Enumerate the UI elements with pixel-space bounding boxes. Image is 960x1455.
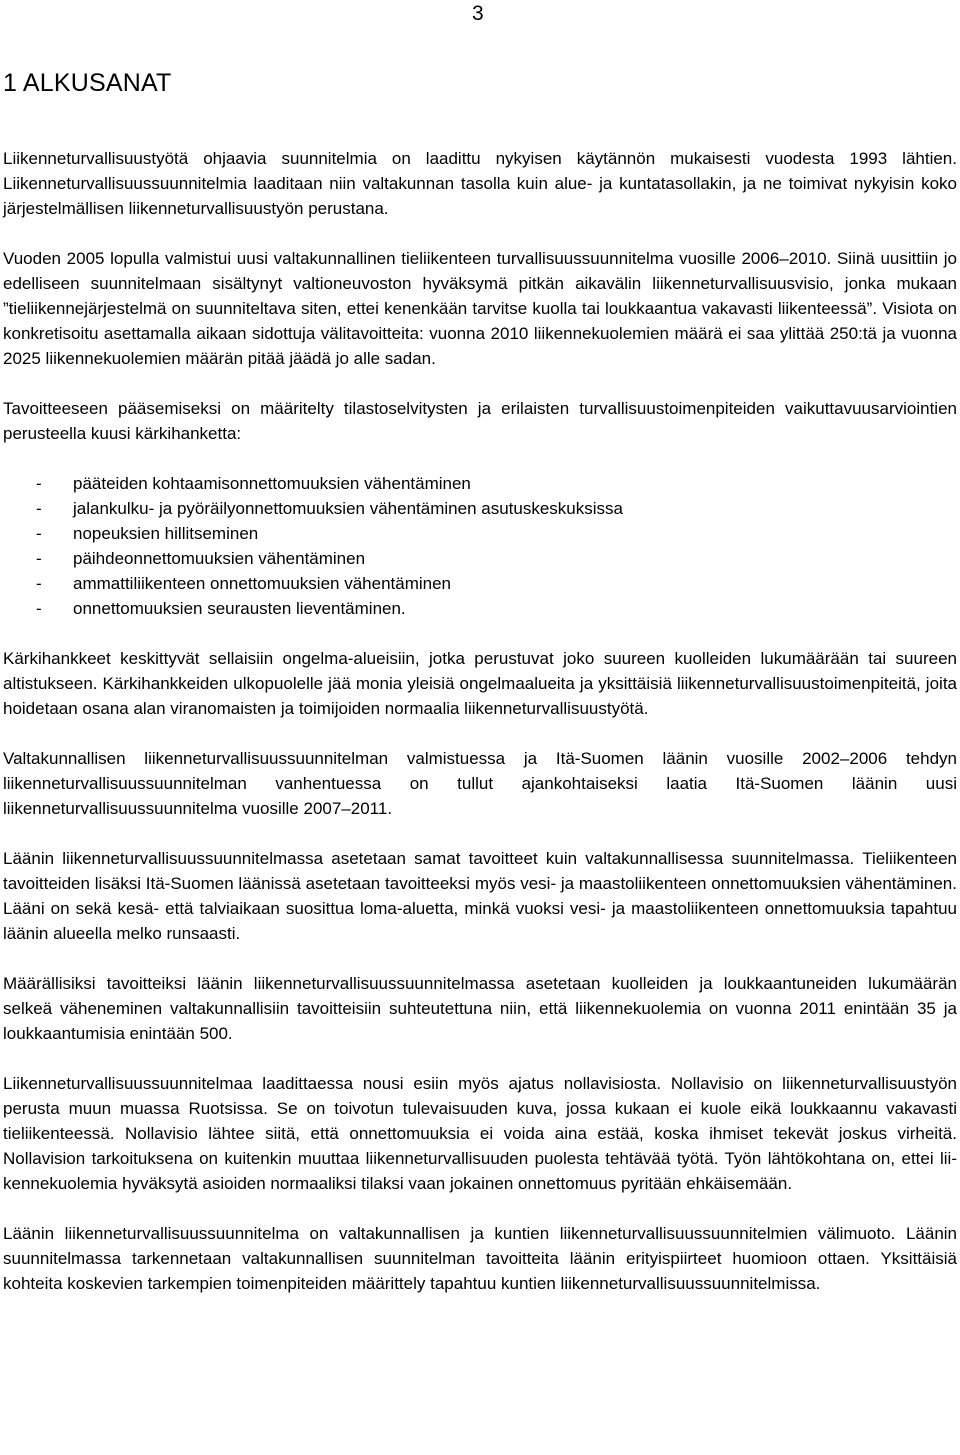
chapter-body [3, 146, 957, 1321]
key-projects-list [3, 471, 957, 621]
paragraph: Kärkihankkeet keskittyvät sellaisiin ongelma-alueisiin, jotka perustuvat joko suureen kuolleiden lukumäärään tai suureen altistukseen. Kärkihankkeiden ulkopuolelle jää monia yleisiä ongelmaalueita ja yksittäisiä liikenneturvallisuustoimenpiteitä, joita hoidetaan osana alan viranomaisten ja toimijoiden normaalia liikenneturvallisuustyötä. [3, 649, 957, 718]
list-item [3, 546, 957, 571]
list-item-text: pääteiden kohtaamisonnettomuuksien vähentäminen [73, 474, 471, 493]
list-item-text: päihdeonnettomuuksien vähentäminen [73, 549, 366, 568]
list-item [3, 496, 957, 521]
chapter-heading: 1 ALKUSANAT [3, 69, 172, 97]
list-item [3, 596, 957, 621]
list-item-text: ammattiliikenteen onnettomuuksien vähentäminen [73, 574, 452, 593]
list-item-text: jalankulku- ja pyöräilyonnettomuuksien vähentäminen asutuskeskuksissa [73, 499, 623, 518]
list-item [3, 571, 957, 596]
paragraph: Liikenneturvallisuustyötä ohjaavia suunnitelmia on laadittu nykyisen käytännön mukaisesti vuodesta 1993 lähtien. Liikenneturvallisuussuunnitelmia laaditaan niin valtakunnan tasolla kuin alue- ja kuntatasollakin, ja ne toimivat nykyisin koko järjestelmällisen liikenneturvallisuustyön perustana. [3, 149, 957, 218]
paragraph: Tavoitteeseen pääsemiseksi on määritelty tilastoselvitysten ja erilaisten turvallisuustoimenpiteiden vaikuttavuusarviointien perusteella kuusi kärkihanketta: [3, 399, 957, 443]
page-number: 3 [472, 2, 484, 25]
paragraph: Vuoden 2005 lopulla valmistui uusi valtakunnallinen tieliikenteen turvallisuussuunnitelma vuosille 2006–2010. Siinä uusittiin jo edelliseen suunnitelmaan sisältynyt valtioneuvoston hyväksymä pitkän aikavälin liikenneturvallisuusvisio, jonka mukaan ”tieliikennejärjestelmä on suunniteltava siten, ettei kenenkään tarvitse kuolla tai loukkaantua vakavasti liikenteessä”. Visiota on konkretisoitu asettamalla aikaan sidottuja välitavoitteita: vuonna 2010 liikennekuolemien määrä ei saa ylittää 250:tä ja vuonna 2025 liikennekuolemien määrän pitää jäädä jo alle sadan. [3, 249, 957, 368]
list-item [3, 471, 957, 496]
list-item-text: nopeuksien hillitseminen [73, 524, 259, 543]
list-item [3, 521, 957, 546]
paragraph: Valtakunnallisen liikenneturvallisuussuunnitelman valmistuessa ja Itä-Suomen läänin vuosille 2002–2006 tehdyn liikenneturvallisuussuunnitelman vanhentuessa on tullut ajankohtaiseksi laatia Itä-Suomen läänin uusi liikenneturvallisuussuunnitelma vuosille 2007–2011. [3, 749, 957, 818]
list-dash: - [36, 499, 42, 518]
paragraph: Määrällisiksi tavoitteiksi läänin liikenneturvallisuussuunnitelmassa asetetaan kuolleiden ja loukkaantuneiden lukumäärän selkeä väheneminen valtakunnallisiin tavoitteisiin suhteutettuna niin, että liikennekuolemia on vuonna 2011 enintään 35 ja loukkaantumisia enintään 500. [3, 974, 957, 1043]
list-dash: - [36, 524, 42, 543]
list-item-text: onnettomuuksien seurausten lieventäminen. [73, 599, 406, 618]
paragraph: Liikenneturvallisuussuunnitelmaa laadittaessa nousi esiin myös ajatus nollavisiosta. Nollavisio on liikenneturvallisuustyön perusta muun muassa Ruotsissa. Se on toivotun tulevaisuuden kuva, jossa kukaan ei kuole eikä loukkaannu vakavasti tieliikenteessä. Nollavisio lähtee siitä, että onnettomuuksia ei voida aina estää, koska ihmiset tekevät joskus virheitä. Nollavision tarkoituksena on kuitenkin muuttaa liikenneturvallisuuden puolesta tehtävää työtä. Työn lähtökohtana on, ettei liikennekuolemia hyväksytä asioiden normaaliksi tilaksi vaan jokainen onnettomuus pyritään ehkäisemään. [3, 1074, 957, 1193]
list-dash: - [36, 474, 42, 493]
list-dash: - [36, 599, 42, 618]
paragraph: Läänin liikenneturvallisuussuunnitelma on valtakunnallisen ja kuntien liikenneturvallisuussuunnitelmien välimuoto. Läänin suunnitelmassa tarkennetaan valtakunnallisen suunnitelman tavoitteita läänin erityispiirteet huomioon ottaen. Yksittäisiä kohteita koskevien tarkempien toimenpiteiden määrittely tapahtuu kuntien liikenneturvallisuussuunnitelmissa. [3, 1224, 957, 1293]
paragraph: Läänin liikenneturvallisuussuunnitelmassa asetetaan samat tavoitteet kuin valtakunnallisessa suunnitelmassa. Tieliikenteen tavoitteiden lisäksi Itä-Suomen läänissä asetetaan tavoitteeksi myös vesi- ja maastoliikenteen onnettomuuksien vähentäminen. Lääni on sekä kesä- että talviaikaan suosittua loma-aluetta, minkä vuoksi vesi- ja maastoliikenteen onnettomuuksia tapahtuu läänin alueella melko runsaasti. [3, 849, 957, 943]
list-dash: - [36, 574, 42, 593]
list-dash: - [36, 549, 42, 568]
